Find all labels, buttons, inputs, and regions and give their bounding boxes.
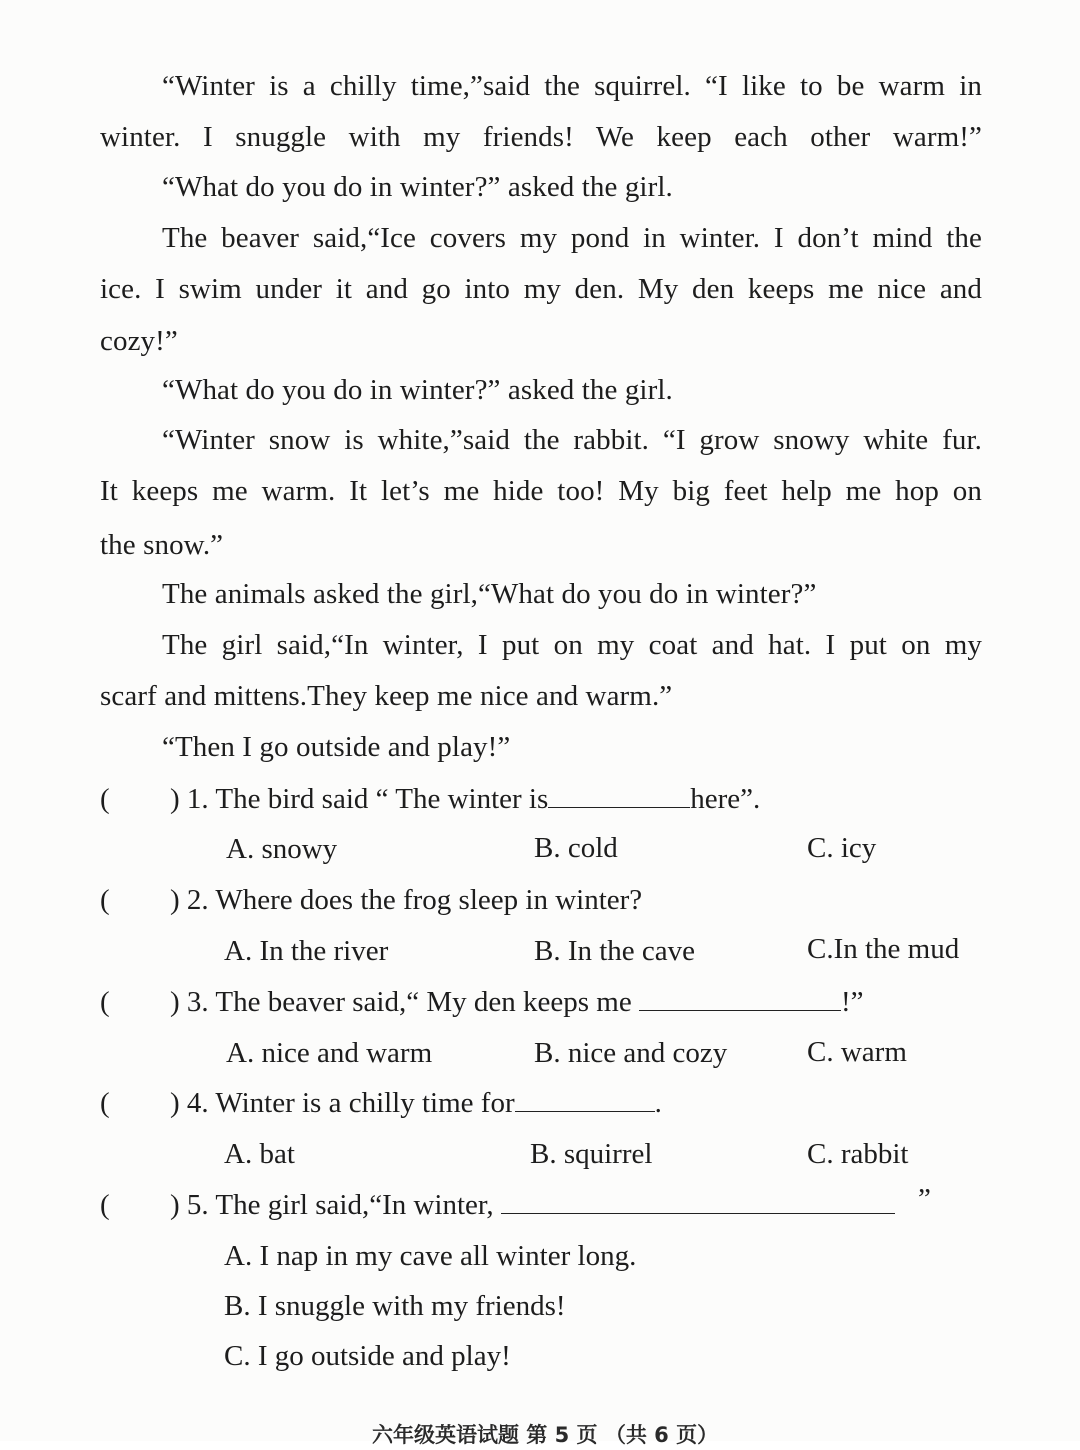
passage-line: “What do you do in winter?” asked the girl. xyxy=(162,374,673,406)
passage-line: scarf and mittens.They keep me nice and warm.” xyxy=(100,680,673,712)
answer-paren: ( xyxy=(100,1189,110,1221)
option-b: B. cold xyxy=(534,832,618,864)
answer-paren: ( xyxy=(100,884,110,916)
option-c: C. I go outside and play! xyxy=(224,1340,511,1372)
option-c: C.In the mud xyxy=(807,933,960,965)
question-text: ) 1. The bird said “ The winter is xyxy=(170,783,549,815)
passage-line: cozy!” xyxy=(100,325,178,357)
passage-line: It keeps me warm. It let’s me hide too! My big feet help me hop on xyxy=(100,475,982,507)
passage-line: “Winter is a chilly time,”said the squirrel. “I like to be warm in xyxy=(162,70,982,102)
question-3 xyxy=(170,984,863,1020)
question-2 xyxy=(170,882,642,918)
question-text-end: here”. xyxy=(690,783,761,815)
option-a: A. bat xyxy=(224,1138,295,1170)
question-4 xyxy=(170,1085,662,1121)
question-text: ) 3. The beaver said,“ My den keeps me xyxy=(170,986,632,1018)
answer-blank xyxy=(639,986,841,1011)
option-a: A. In the river xyxy=(224,935,389,967)
passage-line: The beaver said,“Ice covers my pond in winter. I don’t mind the xyxy=(162,222,982,254)
answer-paren: ( xyxy=(100,1087,110,1119)
answer-paren: ( xyxy=(100,986,110,1018)
passage-line: The girl said,“In winter, I put on my coat and hat. I put on my xyxy=(162,629,982,661)
passage-line: ice. I swim under it and go into my den. My den keeps me nice and xyxy=(100,273,982,305)
question-text: ) 2. Where does the frog sleep in winter? xyxy=(170,884,643,916)
passage-line: “What do you do in winter?” asked the girl. xyxy=(162,171,673,203)
question-5 xyxy=(170,1187,895,1223)
question-text-end: !” xyxy=(840,986,864,1018)
option-b: B. squirrel xyxy=(530,1138,653,1170)
answer-blank xyxy=(501,1189,895,1214)
option-b: B. nice and cozy xyxy=(534,1037,728,1069)
option-a: A. nice and warm xyxy=(226,1037,433,1069)
passage-line: The animals asked the girl,“What do you do in winter?” xyxy=(162,578,817,610)
question-text-end: . xyxy=(654,1087,662,1119)
question-text: ) 4. Winter is a chilly time for xyxy=(170,1087,515,1119)
passage-line: winter. I snuggle with my friends! We keep each other warm!” xyxy=(100,121,982,153)
option-c: C. warm xyxy=(807,1036,907,1068)
page-footer: 六年级英语试题 第 5 页 （共 6 页） xyxy=(372,1423,719,1447)
option-a: A. snowy xyxy=(226,833,338,865)
option-b: B. I snuggle with my friends! xyxy=(224,1290,566,1322)
answer-paren: ( xyxy=(100,783,110,815)
answer-blank xyxy=(515,1087,655,1112)
option-c: C. icy xyxy=(807,832,877,864)
passage-line: “Then I go outside and play!” xyxy=(162,731,511,763)
answer-blank xyxy=(548,783,690,808)
question-1 xyxy=(170,781,760,817)
option-a: A. I nap in my cave all winter long. xyxy=(224,1240,637,1272)
passage-line: the snow.” xyxy=(100,529,224,561)
option-b: B. In the cave xyxy=(534,935,696,967)
passage-line: “Winter snow is white,”said the rabbit. “I grow snowy white fur. xyxy=(162,424,982,456)
question-text: ) 5. The girl said,“In winter, xyxy=(170,1189,494,1221)
question-text-end: ” xyxy=(918,1183,931,1215)
option-c: C. rabbit xyxy=(807,1138,909,1170)
